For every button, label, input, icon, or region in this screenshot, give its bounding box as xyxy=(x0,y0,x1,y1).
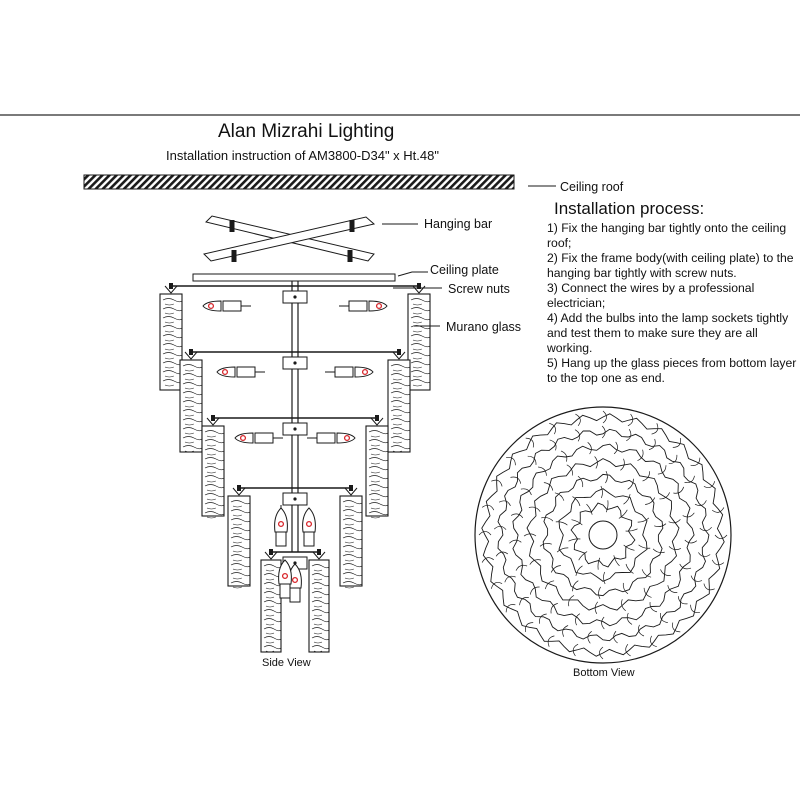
murano-glass-panel xyxy=(366,418,388,518)
junction-screw xyxy=(293,427,296,430)
hanging-bar-label: Hanging bar xyxy=(424,217,493,231)
murano-glass-panel xyxy=(388,352,410,452)
murano-glass-panel xyxy=(261,552,281,652)
junction-screw xyxy=(293,295,296,298)
ceiling-roof-bar xyxy=(84,175,514,189)
screw-nut xyxy=(189,349,193,355)
step-4: 4) Add the bulbs into the lamp sockets tightly and test them to make sure they are all working. xyxy=(547,311,789,355)
murano-glass-panel xyxy=(202,418,224,518)
screw-nut xyxy=(211,415,215,421)
bulb-socket xyxy=(279,560,292,598)
murano-glass-panel xyxy=(408,286,430,390)
murano-glass-panel xyxy=(309,552,329,652)
bulb-socket xyxy=(339,301,387,311)
page-subtitle: Installation instruction of AM3800-D34" x Ht.48" xyxy=(166,148,439,163)
murano-glass-panel xyxy=(180,352,202,452)
bottom-center-hub xyxy=(589,521,617,549)
installation-process-heading: Installation process: xyxy=(554,199,705,218)
step-2: 2) Fix the frame body(with ceiling plate) to the hanging bar tightly with screw nuts. xyxy=(547,251,794,280)
bulb-socket xyxy=(325,367,373,377)
bulb-socket xyxy=(303,508,316,546)
murano-glass-panel xyxy=(228,488,250,588)
screw-nut xyxy=(269,549,273,555)
bulb-socket xyxy=(235,433,283,443)
side-view-caption: Side View xyxy=(262,657,311,669)
ceiling-roof-label: Ceiling roof xyxy=(560,180,624,194)
junction-screw xyxy=(293,497,296,500)
bottom-view-caption: Bottom View xyxy=(573,667,635,679)
screw-nut xyxy=(375,415,379,421)
screw-nut xyxy=(169,283,173,289)
bulb-socket xyxy=(217,367,265,377)
step-1: 1) Fix the hanging bar tightly onto the ceiling roof; xyxy=(547,221,787,250)
murano-glass-label: Murano glass xyxy=(446,320,522,334)
ceiling-plate-label: Ceiling plate xyxy=(430,263,499,277)
screw-nuts-label: Screw nuts xyxy=(448,282,510,296)
ceiling-plate-leader xyxy=(398,272,428,276)
junction-screw xyxy=(293,361,296,364)
hanging-bar-bolt xyxy=(348,250,353,262)
bulb-socket xyxy=(203,301,251,311)
page-title: Alan Mizrahi Lighting xyxy=(218,121,395,142)
step-5: 5) Hang up the glass pieces from bottom layer to the top one as end. xyxy=(547,356,797,385)
hanging-bar-bolt xyxy=(350,220,355,232)
hanging-bar-bolt xyxy=(230,220,235,232)
installation-steps xyxy=(547,221,799,386)
bulb-socket xyxy=(307,433,355,443)
screw-nut xyxy=(237,485,241,491)
ceiling-plate xyxy=(193,274,395,281)
screw-nut xyxy=(349,485,353,491)
screw-nut xyxy=(317,549,321,555)
murano-glass-panel xyxy=(160,286,182,390)
hanging-bar-bolt xyxy=(232,250,237,262)
bulb-socket xyxy=(275,508,288,546)
screw-nut xyxy=(397,349,401,355)
step-3: 3) Connect the wires by a professional electrician; xyxy=(547,281,755,310)
murano-glass-panel xyxy=(340,488,362,588)
